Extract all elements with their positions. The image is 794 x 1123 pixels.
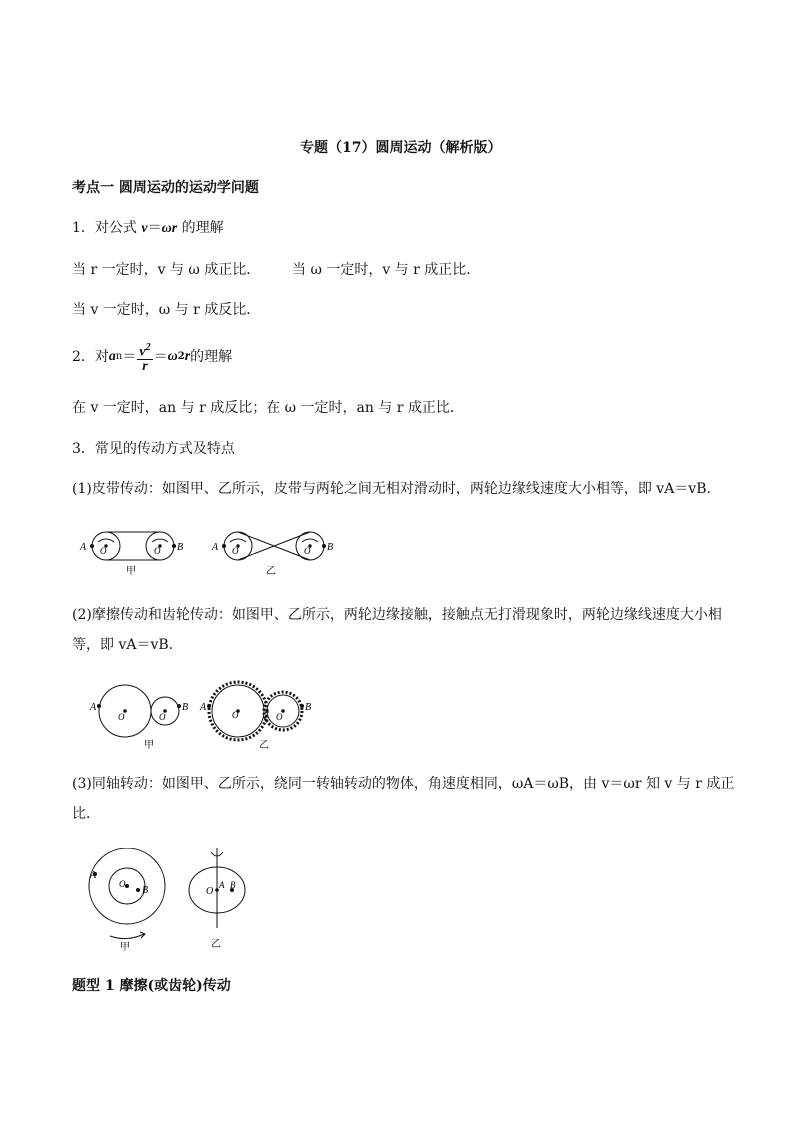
friction-jia-B: B	[182, 702, 189, 713]
item2-suffix: 的理解	[190, 349, 233, 365]
item1-line1a: 当 r 一定时，v 与 ω 成正比．	[72, 262, 261, 278]
coaxial-yi-caption: 乙	[211, 939, 221, 950]
fraction-denominator: r	[142, 358, 148, 374]
coaxial-figure-yi	[189, 848, 245, 928]
formula-v: v	[141, 221, 148, 236]
gear-yi-caption: 乙	[259, 740, 269, 751]
belt-jia-O1: O	[100, 546, 107, 556]
an-symbol: a	[108, 349, 116, 364]
item1-suffix: 的理解	[177, 220, 224, 236]
friction-figure-jia	[98, 685, 181, 737]
friction-gear-figure	[86, 676, 326, 756]
belt-transmission-figure	[78, 522, 348, 582]
coaxial-yi-B: B	[230, 880, 236, 890]
omega-symbol: ω	[167, 349, 178, 364]
belt-jia-B: B	[177, 542, 184, 553]
belt-yi-B: B	[327, 542, 334, 553]
item1-prefix: 1．对公式	[72, 220, 142, 236]
coaxial-yi-O: O	[206, 886, 214, 897]
belt-yi-caption: 乙	[266, 566, 276, 577]
section-heading: 考点一 圆周运动的运动学问题	[72, 180, 259, 196]
r-symbol: r	[184, 349, 191, 364]
doc-title: 专题（17）圆周运动（解析版）	[300, 140, 502, 156]
omega-exponent: 2	[177, 351, 185, 362]
coaxial-jia-A: A	[90, 870, 97, 881]
coaxial-jia-B: B	[142, 885, 149, 896]
coaxial-rotation-text-1: (3)同轴转动：如图甲、乙所示，绕同一转轴转动的物体，角速度相同，ωA＝ωB，由 v＝ωr 知 v 与 r 成正	[72, 776, 735, 792]
gear-yi-B: B	[305, 702, 312, 713]
gear-yi-A: A	[200, 702, 207, 713]
coaxial-rotation-text-2: 比．	[72, 806, 100, 822]
friction-jia-A: A	[90, 702, 97, 713]
gear-yi-O1: O	[232, 710, 239, 720]
friction-transmission-text-2: 等，即 vA＝vB.	[72, 637, 174, 653]
friction-jia-O1: O	[118, 712, 125, 722]
item1-line2: 当 v 一定时，ω 与 r 成反比．	[72, 302, 261, 318]
belt-yi-A: A	[212, 542, 219, 553]
eq-sign-1: ＝	[122, 349, 137, 365]
item2-line: 在 v 一定时，an 与 r 成反比；在 ω 一定时，an 与 r 成正比．	[72, 400, 464, 416]
v2-over-r-fraction	[137, 341, 152, 373]
item2-heading	[72, 340, 232, 374]
belt-jia-caption: 甲	[126, 566, 136, 577]
belt-jia-O2: O	[154, 546, 161, 556]
coaxial-jia-O: O	[119, 879, 126, 889]
item2-prefix: 2．对	[72, 349, 109, 365]
friction-jia-O2: O	[159, 712, 166, 722]
friction-jia-caption: 甲	[144, 740, 154, 751]
item1-heading	[72, 219, 224, 238]
belt-jia-A: A	[80, 542, 87, 553]
belt-transmission-text: (1)皮带传动：如图甲、乙所示，皮带与两轮之间无相对滑动时，两轮边缘线速度大小相等，即 vA＝vB.	[72, 481, 711, 497]
coaxial-yi-A: A	[219, 880, 225, 890]
eq-sign-2: ＝	[153, 349, 168, 365]
friction-transmission-text-1: (2)摩擦传动和齿轮传动：如图甲、乙所示，两轮边缘接触，接触点无打滑现象时，两轮边缘线速度大小相	[72, 607, 722, 623]
coaxial-figure-jia	[89, 848, 165, 939]
gear-figure-yi	[208, 682, 304, 740]
formula-eq: ＝	[147, 220, 162, 236]
belt-yi-O1: O	[232, 546, 239, 556]
coaxial-jia-caption: 甲	[120, 942, 130, 953]
coaxial-figure	[80, 848, 260, 953]
gear-yi-O2: O	[276, 712, 283, 722]
item1-line1b: 当 ω 一定时，v 与 r 成正比．	[292, 262, 481, 278]
an-subscript: n	[115, 351, 123, 362]
formula-rhs: ωr	[161, 221, 178, 236]
item3-heading: 3．常见的传动方式及特点	[72, 441, 235, 457]
belt-yi-O2: O	[304, 546, 311, 556]
type1-heading: 题型 1 摩擦(或齿轮)传动	[72, 978, 231, 994]
fraction-numerator: $v^2$	[139, 342, 151, 360]
